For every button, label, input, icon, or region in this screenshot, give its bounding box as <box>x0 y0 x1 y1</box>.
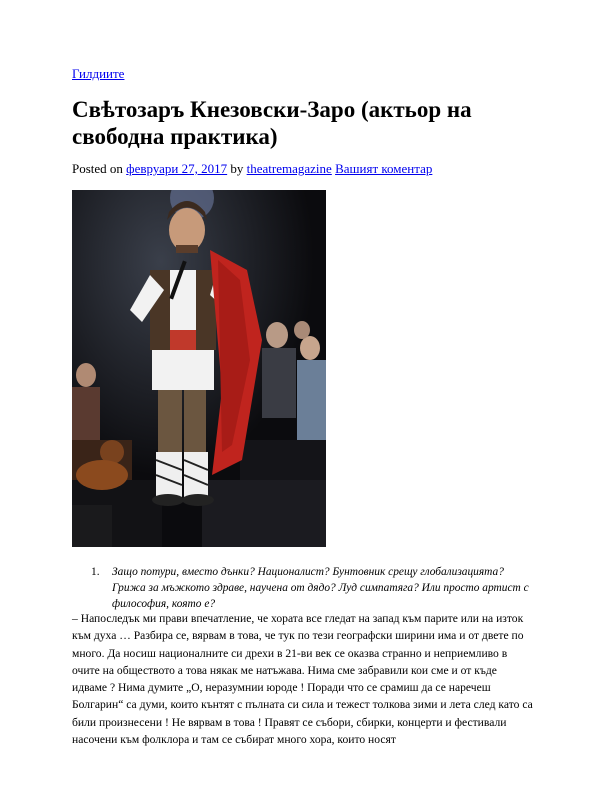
comment-link[interactable]: Вашият коментар <box>335 161 433 176</box>
post-title: Свѣтозаръ Кнезовски-Заро (актьор на свободна практика) <box>72 97 472 149</box>
category-link[interactable]: Гилдиите <box>72 66 125 81</box>
author-link[interactable]: theatremagazine <box>246 161 332 176</box>
caption-text: Защо потури, вместо дънки? Националист? Бунтовник срещу глобализацията? Грижа за мъжкото здраве, научена от дядо? Луд симпатяга? Или просто артист с философия, която е? <box>112 566 529 610</box>
by-label: by <box>230 161 244 176</box>
posted-on-label: Posted on <box>72 161 123 176</box>
photo-caption <box>92 564 532 612</box>
performer-photo <box>72 190 326 547</box>
post-meta <box>72 161 432 177</box>
post-date-link[interactable]: февруари 27, 2017 <box>126 161 228 176</box>
article-body <box>72 610 534 748</box>
photo-caption-list <box>92 564 532 612</box>
article-paragraph: – Напоследък ми прави впечатление, че хората все гледат на запад към парите или на изток към духа … Разбира се, вярвам в това, че тук по тези географски ширини има и от двете по много. Да носиш националните си дрехи в 21-ви век се оказва странно и неприемливо в очите на обществото а това някак ме натъжава. Нима сме забравили кои сме и от къде идваме ? Нима думите „О, неразумнии юроде ! Поради что се срамиш да се наречеш Болгарин“ са думи, които кънтят с пълната си сила и тежест толкова зими и лета след като са били произнесени ! Не вярвам в това ! Правят се събори, сбирки, концерти и фестивали насочени към фолклора и там се събират много хора, които носят <box>72 612 533 747</box>
caption-number: 1. <box>91 566 100 578</box>
